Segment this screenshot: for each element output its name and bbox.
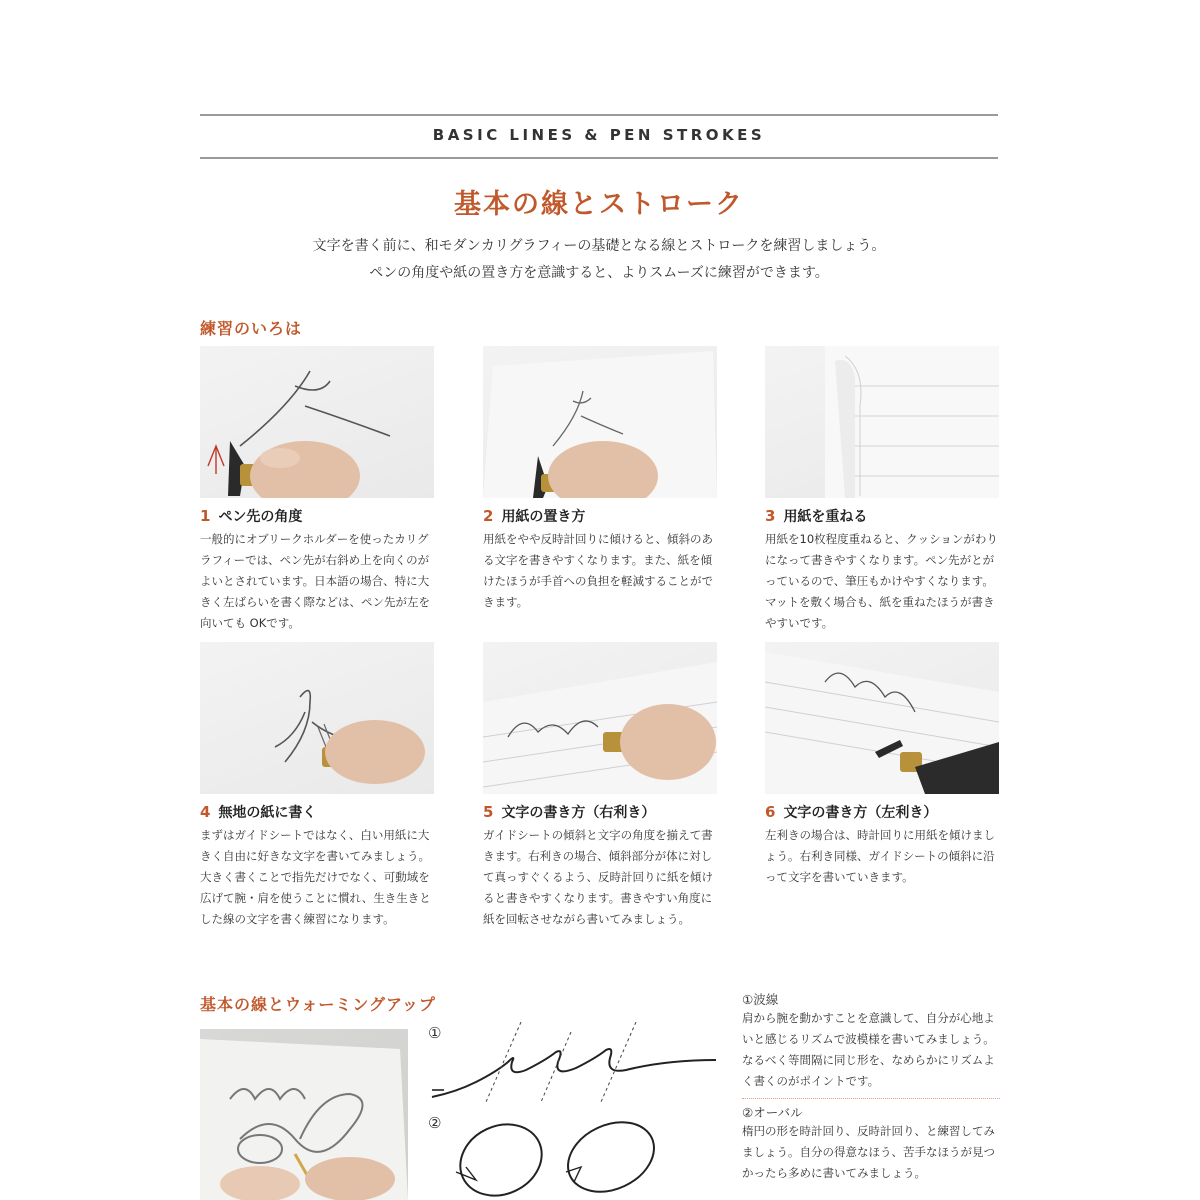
warmup-stroke-diagram [426, 1022, 726, 1200]
bottom-rule [200, 157, 998, 159]
card-body: まずはガイドシートではなく、白い用紙に大きく自由に好きな文字を書いてみましょう。大きく書くことで指先だけでなく、可動域を広げて腕・肩を使うことに慣れ、生き生きとした線の文字を書く練習になります。 [200, 828, 431, 926]
plain-paper-illustration [200, 642, 434, 794]
stroke-1-number: ① [428, 1024, 442, 1042]
oval-stroke [449, 1109, 666, 1200]
practice-card-2 [483, 346, 717, 613]
warmup-heading: 基本の線とウォーミングアップ [200, 995, 436, 1014]
photo-warmup [200, 1029, 408, 1200]
photo-right-handed [483, 642, 717, 794]
left-handed-illustration [765, 642, 999, 794]
intro-line-2: ペンの角度や紙の置き方を意識すると、よりスムーズに練習ができます。 [369, 265, 829, 281]
note-title-wave: ①波線 [742, 992, 779, 1007]
photo-plain-paper [200, 642, 434, 794]
card-title: 用紙を重ねる [783, 509, 868, 525]
card-body: ガイドシートの傾斜と文字の角度を揃えて書きます。右利きの場合、傾斜部分が体に対して真っすぐくるよう、反時計回りに紙を傾けると書きやすくなります。書きやすい角度に紙を回転させながら書いてみましょう。 [483, 828, 713, 926]
card-number: 2 [483, 507, 494, 525]
photo-paper-placement [483, 346, 717, 498]
card-title: ペン先の角度 [218, 509, 303, 525]
pen-angle-illustration [200, 346, 434, 498]
practice-card-1 [200, 346, 434, 634]
note-body-oval: 楕円の形を時計回り、反時計回り、と練習してみましょう。自分の得意なほう、苦手なほうが見つかったら多めに書いてみましょう。 [742, 1124, 995, 1180]
note-divider [742, 1098, 1000, 1099]
card-body: 用紙をやや反時計回りに傾けると、傾斜のある文字を書きやすくなります。また、紙を傾けたほうが手首への負担を軽減することができます。 [483, 532, 713, 609]
card-number: 5 [483, 803, 494, 821]
right-handed-illustration [483, 642, 717, 794]
wave-stroke [432, 1022, 716, 1102]
card-title: 文字の書き方（右利き） [501, 805, 656, 821]
card-number: 1 [200, 507, 211, 525]
note-title-oval: ②オーバル [742, 1105, 803, 1120]
photo-stacked-paper [765, 346, 999, 498]
photo-pen-angle [200, 346, 434, 498]
stroke-2-number: ② [428, 1114, 442, 1132]
card-body: 左利きの場合は、時計回りに用紙を傾けましょう。右利き同様、ガイドシートの傾斜に沿って文字を書いていきます。 [765, 828, 995, 884]
card-title: 文字の書き方（左利き） [783, 805, 938, 821]
card-title: 用紙の置き方 [501, 509, 586, 525]
card-body: 一般的にオブリークホルダーを使ったカリグラフィーでは、ペン先が右斜め上を向くのがよいとされています。日本語の場合、特に大きく左ばらいを書く際などは、ペン先が左を向いても OKです。 [200, 532, 430, 630]
page-title: 基本の線とストローク [454, 189, 744, 220]
note-body-wave: 肩から腕を動かすことを意識して、自分が心地よいと感じるリズムで波模様を書いてみましょう。なるべく等間隔に同じ形を、なめらかにリズムよく書くのがポイントです。 [742, 1011, 995, 1088]
practice-card-6 [765, 642, 999, 888]
warmup-photo-illustration [200, 1029, 408, 1200]
card-title: 無地の紙に書く [218, 805, 317, 821]
intro-text [200, 233, 998, 287]
intro-line-1: 文字を書く前に、和モダンカリグラフィーの基礎となる線とストロークを練習しましょう。 [312, 238, 886, 254]
card-number: 6 [765, 803, 776, 821]
photo-left-handed [765, 642, 999, 794]
warmup-notes [742, 990, 1000, 1184]
practice-card-4 [200, 642, 434, 930]
practice-card-3 [765, 346, 999, 634]
card-number: 3 [765, 507, 776, 525]
section-eyebrow: BASIC LINES & PEN STROKES [432, 126, 766, 144]
stacked-paper-illustration [765, 346, 999, 498]
paper-placement-illustration [483, 346, 717, 498]
practice-card-5 [483, 642, 717, 930]
top-rule [200, 114, 998, 116]
card-number: 4 [200, 803, 211, 821]
card-body: 用紙を10枚程度重ねると、クッションがわりになって書きやすくなります。ペン先がとがっているので、筆圧もかけやすくなります。マットを敷く場合も、紙を重ねたほうが書きやすいです。 [765, 532, 998, 630]
practice-heading: 練習のいろは [200, 319, 303, 338]
